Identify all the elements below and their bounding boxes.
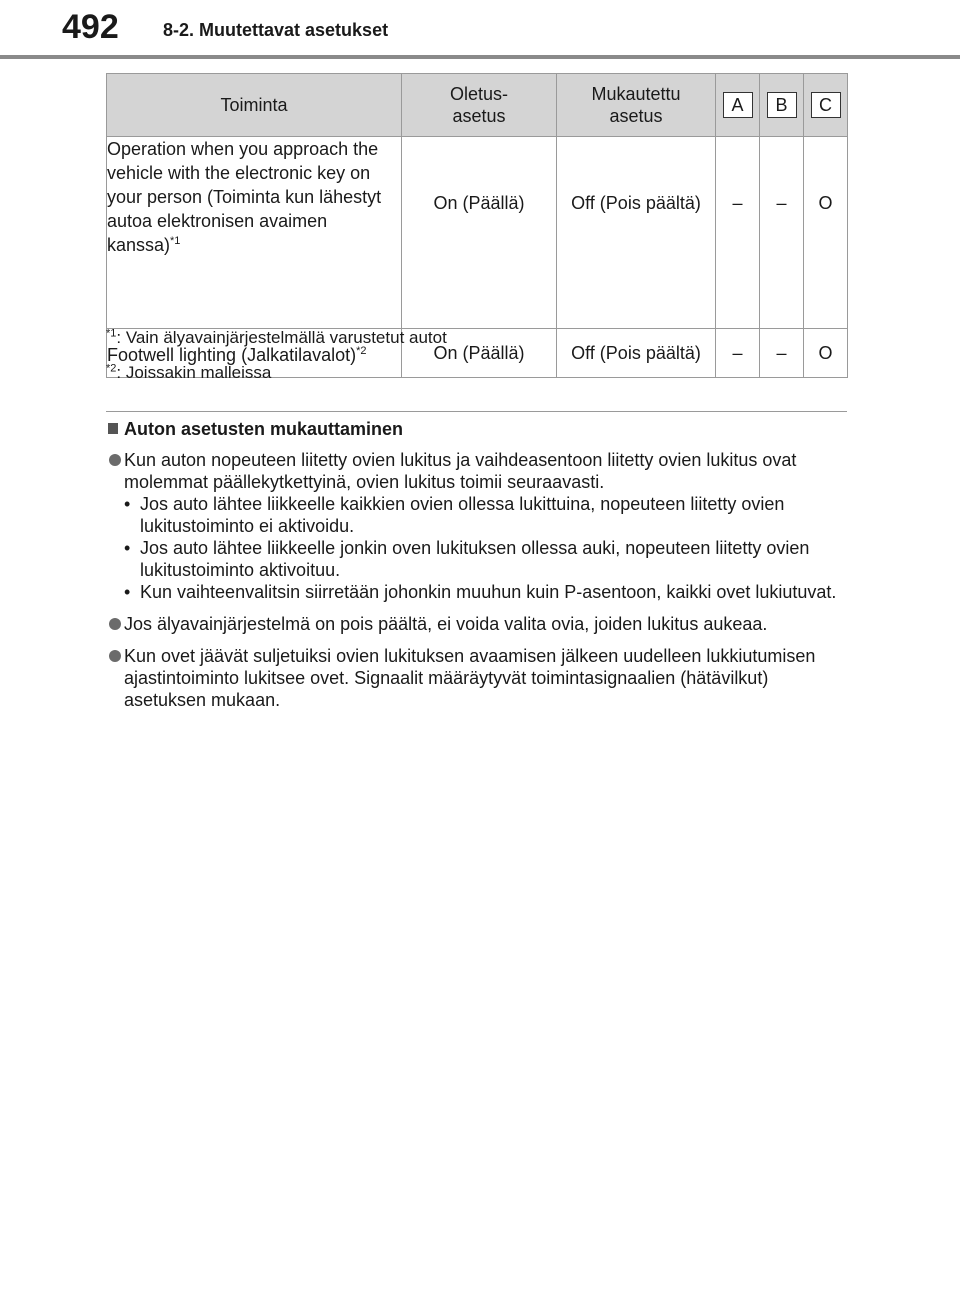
circle-bullet-icon (109, 454, 121, 466)
footnote-2: $^{*2}$: Joissakin malleissa (106, 362, 272, 382)
sub-list-item: • Jos auto lähtee liikkeelle kaikkien ovien ollessa lukittuina, nopeuteen liitetty ovien lukitustoiminto ei aktivoidu. (124, 494, 785, 536)
bullet-text: Jos älyavainjärjestelmä on pois päältä, ei voida valita ovia, joiden lukitus aukeaa. (124, 614, 768, 634)
header-function: Toiminta (107, 74, 402, 137)
row-default: On (Päällä) (402, 329, 557, 378)
header-c-label: C (811, 92, 841, 118)
row-c: O (804, 329, 848, 378)
bullet-list (108, 449, 853, 721)
list-item (108, 449, 853, 603)
subheading: Auton asetusten mukauttaminen (108, 419, 403, 440)
row-custom: Off (Pois päältä) (557, 137, 716, 329)
header-b-label: B (767, 92, 797, 118)
circle-bullet-icon (109, 618, 121, 630)
header-custom: Mukautettu asetus (557, 74, 716, 137)
footnote-1: $^{*1}$: Vain älyavainjärjestelmällä varustetut autot (106, 327, 447, 347)
circle-bullet-icon (109, 650, 121, 662)
sub-list-item: • Jos auto lähtee liikkeelle jonkin oven lukituksen ollessa auki, nopeuteen liitetty ovien lukitustoiminto aktivoituu. (124, 538, 810, 580)
row-custom: Off (Pois päältä) (557, 329, 716, 378)
row-default: On (Päällä) (402, 137, 557, 329)
header-a-label: A (723, 92, 753, 118)
table-row (107, 137, 848, 329)
row-c: O (804, 137, 848, 329)
sub-list-item: • Kun vaihteenvalitsin siirretään johonkin muuhun kuin P-asentoon, kaikki ovet lukiutuvat. (124, 582, 837, 602)
row-a: – (716, 137, 760, 329)
bullet-text: Kun ovet jäävät suljetuiksi ovien lukituksen avaamisen jälkeen uudelleen lukkiutumisen ajastintoiminto lukitsee ovet. Signaalit määräytyvät toimintasignaalien (hätävilkut) asetuksen mukaan. (124, 646, 816, 710)
footnote-ref: *1 (170, 235, 181, 247)
square-bullet-icon (108, 423, 118, 434)
section-divider (106, 411, 847, 412)
row-b: – (760, 137, 804, 329)
header-a (716, 74, 760, 137)
header-default: Oletus- asetus (402, 74, 557, 137)
row-function: Footwell lighting (Jalkatilavalot)$^{*2}$ (107, 329, 402, 378)
header-c (804, 74, 848, 137)
header-divider (0, 55, 960, 59)
header-b (760, 74, 804, 137)
row-a: – (716, 329, 760, 378)
bullet-text: Kun auton nopeuteen liitetty ovien lukitus ja vaihdeasentoon liitetty ovien lukitus ovat molemmat päällekytkettyinä, ovien lukitus toimii seuraavasti. (124, 450, 797, 492)
list-item (108, 645, 853, 711)
list-item (108, 613, 853, 635)
page-number: 492 (62, 8, 119, 46)
section-title: 8-2. Muutettavat asetukset (163, 20, 389, 40)
row-b: – (760, 329, 804, 378)
footnote-ref: *2 (356, 345, 367, 357)
table-header-row (107, 74, 848, 137)
row-function: Operation when you approach the vehicle with the electronic key on your person (Toiminta kun lähestyt autoa elektronisen avaimen kanssa)$^{*1}$ (107, 137, 402, 329)
